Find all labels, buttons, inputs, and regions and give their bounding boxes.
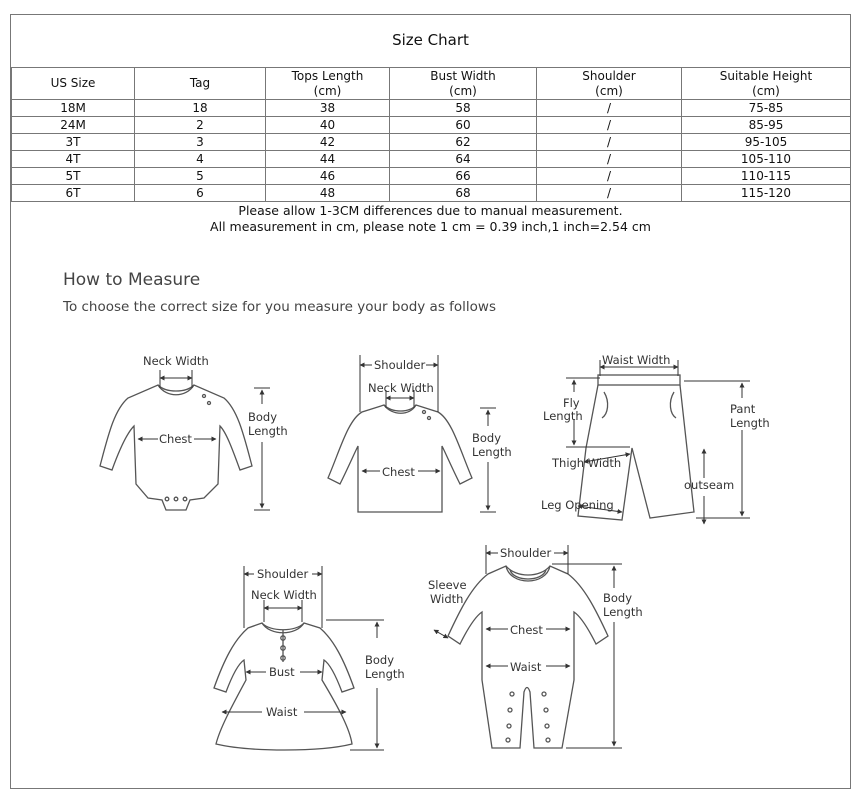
column-header: Bust Width (cm) <box>390 68 537 100</box>
pants-thigh-label: Thigh Width <box>552 456 622 470</box>
romper-waist-label: Waist <box>510 660 542 674</box>
bodysuit-illustration <box>100 385 252 510</box>
romper-chest-label: Chest <box>510 623 543 637</box>
pants-length-label-2: Length <box>730 416 770 430</box>
note-line: All measurement in cm, please note 1 cm = 0.39 inch,1 inch=2.54 cm <box>210 219 651 234</box>
table-cell: 2 <box>135 117 266 134</box>
romper-sleeve-label-2: Width <box>430 592 464 606</box>
table-cell: 24M <box>12 117 135 134</box>
shirt-length-label-2: Length <box>472 445 512 459</box>
table-cell: 66 <box>390 168 537 185</box>
romper-illustration <box>448 566 608 748</box>
column-header: Tag <box>135 68 266 100</box>
dress-illustration <box>214 623 354 750</box>
table-cell: 5T <box>12 168 135 185</box>
dress-neck-label: Neck Width <box>251 588 317 602</box>
table-cell: 68 <box>390 185 537 202</box>
shirt-length-label-1: Body <box>472 431 502 445</box>
table-cell: 44 <box>266 151 390 168</box>
pants-leg-opening-label: Leg Opening <box>541 498 614 512</box>
table-cell: 3 <box>135 134 266 151</box>
table-cell: / <box>537 151 682 168</box>
table-cell: 3T <box>12 134 135 151</box>
bodysuit-length-label-1: Body <box>248 410 278 424</box>
table-cell: / <box>537 100 682 117</box>
table-cell: 5 <box>135 168 266 185</box>
column-header: Suitable Height (cm) <box>682 68 851 100</box>
romper-shoulder-label: Shoulder <box>500 546 552 560</box>
table-cell: 48 <box>266 185 390 202</box>
table-cell: 60 <box>390 117 537 134</box>
how-to-measure-subtitle: To choose the correct size for you measure your body as follows <box>63 299 496 315</box>
table-cell: 64 <box>390 151 537 168</box>
shirt-chest-label: Chest <box>382 465 415 479</box>
column-header: US Size <box>12 68 135 100</box>
column-header: Tops Length (cm) <box>266 68 390 100</box>
table-cell: 40 <box>266 117 390 134</box>
romper-length-label-1: Body <box>603 591 633 605</box>
table-cell: 42 <box>266 134 390 151</box>
table-cell: 18 <box>135 100 266 117</box>
table-cell: 6T <box>12 185 135 202</box>
bodysuit-neck-label: Neck Width <box>143 354 209 368</box>
bodysuit-arrows <box>138 370 270 510</box>
table-cell: 85-95 <box>682 117 851 134</box>
table-cell: 58 <box>390 100 537 117</box>
table-cell: / <box>537 117 682 134</box>
dress-waist-label: Waist <box>266 705 298 719</box>
how-to-measure-title: How to Measure <box>63 270 201 290</box>
table-cell: 38 <box>266 100 390 117</box>
column-header: Shoulder (cm) <box>537 68 682 100</box>
table-cell: 95-105 <box>682 134 851 151</box>
pants-fly-label-2: Length <box>543 409 583 423</box>
table-cell: / <box>537 134 682 151</box>
shirt-shoulder-label: Shoulder <box>374 358 426 372</box>
table-cell: / <box>537 168 682 185</box>
table-cell: 6 <box>135 185 266 202</box>
dress-length-label-1: Body <box>365 653 395 667</box>
shirt-neck-label: Neck Width <box>368 381 434 395</box>
table-cell: / <box>537 185 682 202</box>
table-cell: 4 <box>135 151 266 168</box>
table-cell: 75-85 <box>682 100 851 117</box>
pants-outseam-label: outseam <box>684 478 735 492</box>
pants-fly-label-1: Fly <box>563 396 580 410</box>
bodysuit-chest-label: Chest <box>159 432 192 446</box>
note-line: Please allow 1-3CM differences due to manual measurement. <box>238 203 623 218</box>
pants-waist-label: Waist Width <box>602 353 671 367</box>
table-cell: 18M <box>12 100 135 117</box>
bodysuit-length-label-2: Length <box>248 424 288 438</box>
table-cell: 105-110 <box>682 151 851 168</box>
dress-shoulder-label: Shoulder <box>257 567 309 581</box>
table-cell: 4T <box>12 151 135 168</box>
table-cell: 46 <box>266 168 390 185</box>
romper-length-label-2: Length <box>603 605 643 619</box>
dress-bust-label: Bust <box>269 665 295 679</box>
table-cell: 115-120 <box>682 185 851 202</box>
size-chart-title: Size Chart <box>392 31 469 49</box>
dress-length-label-2: Length <box>365 667 405 681</box>
shirt-illustration <box>328 405 472 512</box>
table-cell: 110-115 <box>682 168 851 185</box>
pants-length-label-1: Pant <box>730 402 756 416</box>
romper-sleeve-label-1: Sleeve <box>428 578 467 592</box>
table-cell: 62 <box>390 134 537 151</box>
